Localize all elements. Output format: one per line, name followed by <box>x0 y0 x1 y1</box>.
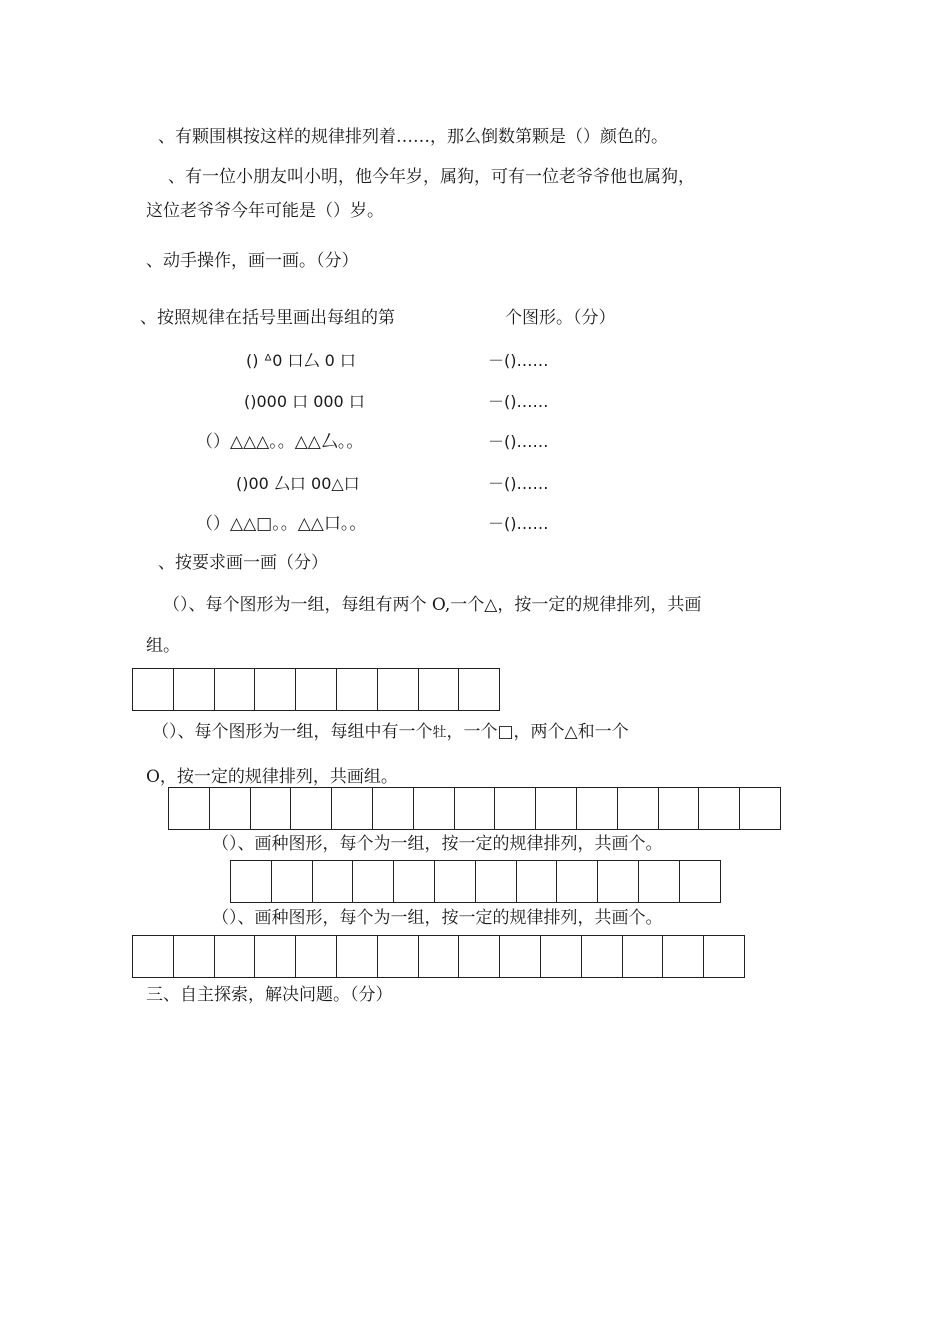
grid-cell[interactable] <box>458 935 500 978</box>
drawing-grid-4 <box>132 935 744 978</box>
grid-cell[interactable] <box>739 787 781 830</box>
grid-cell[interactable] <box>475 860 517 903</box>
drawing-grid-1 <box>132 668 499 711</box>
pattern-row-5-answer: －()…… <box>488 514 549 533</box>
grid-cell[interactable] <box>658 787 700 830</box>
grid-cell[interactable] <box>703 935 745 978</box>
requirement-2-text-a: （）、每个图形为一组，每组中有一个 <box>152 722 433 742</box>
grid-cell[interactable] <box>454 787 496 830</box>
grid-cell[interactable] <box>434 860 476 903</box>
grid-cell[interactable] <box>576 787 618 830</box>
pattern-row-4-answer: －()…… <box>488 474 549 493</box>
grid-cell[interactable] <box>336 668 378 711</box>
pattern-row-3: （）△△△。。△△厶。。 <box>196 432 364 452</box>
question-dog-line2: 这位老爷爷今年可能是（）岁。 <box>146 201 384 221</box>
requirement-2-line1 <box>152 721 629 744</box>
grid-cell[interactable] <box>556 860 598 903</box>
grid-cell[interactable] <box>290 787 332 830</box>
grid-cell[interactable] <box>662 935 704 978</box>
grid-cell[interactable] <box>622 935 664 978</box>
grid-cell[interactable] <box>540 935 582 978</box>
grid-cell[interactable] <box>377 668 419 711</box>
pattern-row-4: ()00 厶口 00△口 <box>236 474 360 493</box>
pattern-row-2-answer: －()…… <box>488 392 549 411</box>
grid-cell[interactable] <box>271 860 313 903</box>
grid-cell[interactable] <box>698 787 740 830</box>
grid-cell[interactable] <box>214 935 256 978</box>
requirement-3: （）、画种图形，每个为一组，按一定的规律排列，共画个。 <box>212 834 663 854</box>
grid-cell[interactable] <box>132 935 174 978</box>
grid-cell[interactable] <box>679 860 721 903</box>
pattern-row-1-answer: －()…… <box>488 351 549 370</box>
question-pattern-part1: 、按照规律在括号里画出每组的第 <box>140 308 395 328</box>
grid-cell[interactable] <box>372 787 414 830</box>
grid-cell[interactable] <box>209 787 251 830</box>
grid-cell[interactable] <box>638 860 680 903</box>
grid-cell[interactable] <box>173 668 215 711</box>
question-dog-line1: 、有一位小朋友叫小明，他今年岁，属狗，可有一位老爷爷他也属狗， <box>168 167 695 187</box>
grid-cell[interactable] <box>250 787 292 830</box>
grid-cell[interactable] <box>173 935 215 978</box>
grid-cell[interactable] <box>581 935 623 978</box>
grid-cell[interactable] <box>516 860 558 903</box>
grid-cell[interactable] <box>499 935 541 978</box>
question-go-stones: 、有颗围棋按这样的规律排列着……，那么倒数第颗是（）颜色的。 <box>158 127 668 147</box>
grid-cell[interactable] <box>331 787 373 830</box>
requirement-2-glyph: 牡 <box>432 725 447 741</box>
pattern-row-5: （）△△□。。△△口。。 <box>196 514 367 534</box>
grid-cell[interactable] <box>597 860 639 903</box>
grid-cell[interactable] <box>132 668 174 711</box>
grid-cell[interactable] <box>336 935 378 978</box>
grid-cell[interactable] <box>418 935 460 978</box>
pattern-row-2: ()000 口 000 口 <box>244 392 365 411</box>
grid-cell[interactable] <box>393 860 435 903</box>
grid-cell[interactable] <box>458 668 500 711</box>
drawing-grid-3 <box>230 860 720 903</box>
pattern-row-3-answer: －()…… <box>488 432 549 451</box>
question-requirements-heading: 、按要求画一画（分） <box>158 553 328 573</box>
grid-cell[interactable] <box>418 668 460 711</box>
pattern-row-1: () ᐞ0 口厶 0 口 <box>246 351 356 370</box>
grid-cell[interactable] <box>312 860 354 903</box>
grid-cell[interactable] <box>295 668 337 711</box>
section-three-heading: 三、自主探索，解决问题。（分） <box>146 985 393 1005</box>
section-draw-heading: 、动手操作，画一画。（分） <box>146 251 359 271</box>
grid-cell[interactable] <box>494 787 536 830</box>
grid-cell[interactable] <box>254 935 296 978</box>
grid-cell[interactable] <box>617 787 659 830</box>
requirement-4: （）、画种图形，每个为一组，按一定的规律排列，共画个。 <box>212 908 663 928</box>
grid-cell[interactable] <box>230 860 272 903</box>
grid-cell[interactable] <box>254 668 296 711</box>
requirement-2-line2: O，按一定的规律排列，共画组。 <box>146 767 398 787</box>
requirement-1-line1: （）、每个图形为一组，每组有两个 O,一个△，按一定的规律排列，共画 <box>163 595 702 615</box>
requirement-1-line2: 组。 <box>146 636 180 656</box>
drawing-grid-2 <box>168 787 780 830</box>
grid-cell[interactable] <box>214 668 256 711</box>
grid-cell[interactable] <box>535 787 577 830</box>
question-pattern-part2: 个图形。（分） <box>505 308 616 328</box>
grid-cell[interactable] <box>168 787 210 830</box>
grid-cell[interactable] <box>295 935 337 978</box>
grid-cell[interactable] <box>352 860 394 903</box>
grid-cell[interactable] <box>377 935 419 978</box>
grid-cell[interactable] <box>413 787 455 830</box>
requirement-2-text-c: ，一个□，两个△和一个 <box>446 722 629 742</box>
